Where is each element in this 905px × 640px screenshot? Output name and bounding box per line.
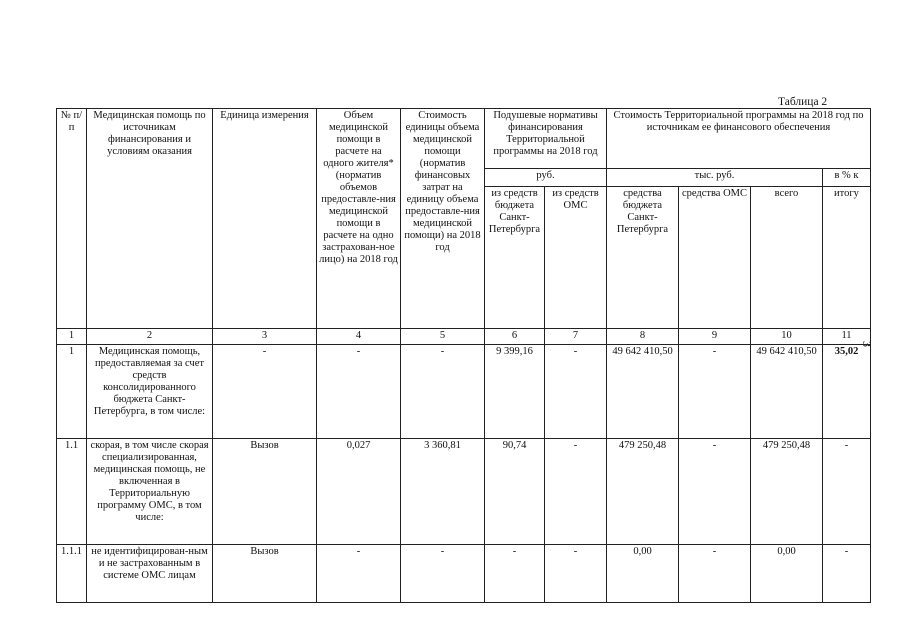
column-number: 4 — [317, 329, 401, 345]
header-col-2: Медицинская помощь по источникам финансирования и условиям оказания — [87, 109, 213, 329]
row-percent: - — [823, 545, 871, 603]
table-row — [57, 345, 871, 439]
row-number: 1 — [57, 345, 87, 439]
row-volume: 0,027 — [317, 439, 401, 545]
header-col-3: Единица измерения — [213, 109, 317, 329]
header-col-6: из средств бюджета Санкт-Петербурга — [485, 187, 545, 329]
header-group-cost: Стоимость Территориальной программы на 2018 год по источникам ее финансового обеспечения — [607, 109, 871, 169]
financing-table — [56, 108, 871, 603]
column-number: 3 — [213, 329, 317, 345]
column-numbers-row — [57, 329, 871, 345]
table-label: Таблица 2 — [778, 96, 828, 108]
row-sum-oms: - — [679, 345, 751, 439]
row-sum-oms: - — [679, 439, 751, 545]
row-sum-oms: - — [679, 545, 751, 603]
header-col-8: средства бюджета Санкт-Петербурга — [607, 187, 679, 329]
row-percent: 35,02 — [823, 345, 871, 439]
header-row-1 — [57, 109, 871, 169]
header-col-7: из средств ОМС — [545, 187, 607, 329]
row-cost: - — [401, 545, 485, 603]
column-number: 2 — [87, 329, 213, 345]
row-number: 1.1.1 — [57, 545, 87, 603]
row-number: 1.1 — [57, 439, 87, 545]
header-col-1: № п/п — [57, 109, 87, 329]
row-name: скорая, в том числе скорая специализированная, медицинская помощь, не включенная в Территориальную программу ОМС, в том числе: — [87, 439, 213, 545]
header-col-5: Стоимость единицы объема медицинской помощи (норматив финансовых затрат на единицу объема предоставле-ния медицинской помощи) на 2018 год — [401, 109, 485, 329]
row-norm-budget: - — [485, 545, 545, 603]
row-name: не идентифицирован-ным и не застрахованным в системе ОМС лицам — [87, 545, 213, 603]
row-unit: Вызов — [213, 439, 317, 545]
column-number: 5 — [401, 329, 485, 345]
header-col-10: всего — [751, 187, 823, 329]
table-row — [57, 545, 871, 603]
column-number: 8 — [607, 329, 679, 345]
row-sum-total: 479 250,48 — [751, 439, 823, 545]
column-number: 10 — [751, 329, 823, 345]
column-number: 6 — [485, 329, 545, 345]
row-sum-total: 49 642 410,50 — [751, 345, 823, 439]
header-unit-percent: в % к — [823, 169, 871, 187]
row-unit: Вызов — [213, 545, 317, 603]
row-norm-oms: - — [545, 345, 607, 439]
row-cost: 3 360,81 — [401, 439, 485, 545]
column-number: 11 — [823, 329, 871, 345]
table-row — [57, 439, 871, 545]
row-norm-budget: 90,74 — [485, 439, 545, 545]
row-sum-budget: 49 642 410,50 — [607, 345, 679, 439]
header-col-9: средства ОМС — [679, 187, 751, 329]
row-sum-total: 0,00 — [751, 545, 823, 603]
header-col-4: Объем медицинской помощи в расчете на одного жителя* (норматив объемов предоставле-ния медицинской помощи в расчете на одно застрахован-ное лицо) на 2018 год — [317, 109, 401, 329]
header-unit-rub: руб. — [485, 169, 607, 187]
row-sum-budget: 479 250,48 — [607, 439, 679, 545]
row-unit: - — [213, 345, 317, 439]
row-norm-budget: 9 399,16 — [485, 345, 545, 439]
row-volume: - — [317, 345, 401, 439]
header-col-11: итогу — [823, 187, 871, 329]
row-name: Медицинская помощь, предоставляемая за счет средств консолидированного бюджета Санкт-Петербурга, в том числе: — [87, 345, 213, 439]
row-sum-budget: 0,00 — [607, 545, 679, 603]
header-group-norms: Подушевые нормативы финансирования Территориальной программы на 2018 год — [485, 109, 607, 169]
row-volume: - — [317, 545, 401, 603]
column-number: 1 — [57, 329, 87, 345]
row-norm-oms: - — [545, 545, 607, 603]
column-number: 7 — [545, 329, 607, 345]
row-norm-oms: - — [545, 439, 607, 545]
row-percent: - — [823, 439, 871, 545]
header-unit-thous-rub: тыс. руб. — [607, 169, 823, 187]
page-number: 3 — [860, 341, 874, 347]
column-number: 9 — [679, 329, 751, 345]
row-cost: - — [401, 345, 485, 439]
